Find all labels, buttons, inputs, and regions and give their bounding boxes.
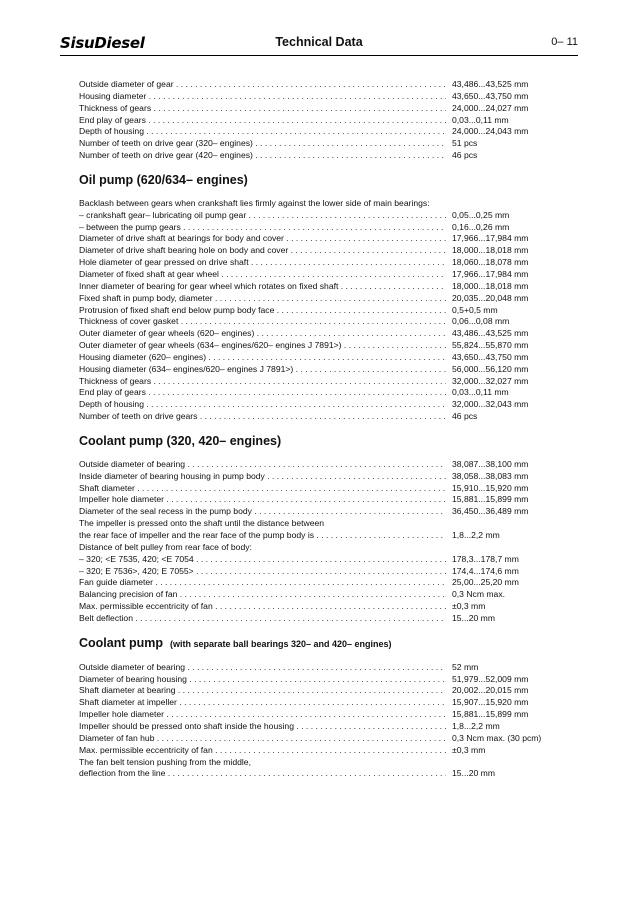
spec-value: 52 mm [452,661,479,672]
spec-value: 46 pcs [452,411,478,422]
spec-value: 0,03...0,11 mm [452,387,509,398]
spec-row [79,305,549,317]
spec-row [79,79,549,91]
spec-label: Outer diameter of gear wheels (634– engines/620– engines J 7891>) . . . [79,340,446,352]
spec-label: the rear face of impeller and the rear face of the pump body is . . . [79,530,446,542]
spec-row [79,115,549,127]
spec-label: Hole diameter of gear pressed on drive shaft . . . [79,257,446,269]
spec-value: 46 pcs [452,150,478,161]
spec-row [79,566,549,578]
spec-value: 43,486...43,525 mm [452,79,529,89]
spec-label: Thickness of gears . . . [79,103,446,115]
spec-row [79,328,549,340]
page-number: 0– 11 [551,36,578,48]
spec-label: Impeller hole diameter . . . [79,494,446,506]
spec-label: Number of teeth on drive gear (320– engines) . . . [79,138,446,150]
spec-row [79,387,549,399]
spec-row [79,257,549,269]
section-title-text: Coolant pump [79,635,164,650]
spec-value: 24,000...24,043 mm [452,126,529,137]
spec-label: Diameter of fan hub . . . [79,733,446,745]
spec-label: Housing diameter (620– engines) . . . [79,352,446,364]
spec-row [79,506,549,518]
spec-value: 0,16...0,26 mm [452,221,510,232]
spec-label: Diameter of drive shaft at bearings for body and cover . . . [79,233,446,245]
spec-label: Diameter of drive shaft bearing hole on body and cover . . . [79,245,446,257]
spec-label: Depth of housing . . . [79,126,446,138]
spec-value: 56,000...56,120 mm [452,363,529,374]
spec-row [79,601,549,613]
spec-value: 18,000...18,018 mm [452,280,529,291]
spec-row [79,674,549,686]
section-title-oil-pump: Oil pump (620/634– engines) [79,172,248,187]
spec-value: 0,5+0,5 mm [452,304,498,315]
spec-row [79,768,549,780]
spec-value: 18,000...18,018 mm [452,245,529,256]
sisudiesel-logo: SisuDiesel [60,34,145,52]
spec-row [79,613,549,625]
spec-label: Diameter of bearing housing . . . [79,674,446,686]
spec-label: The fan belt tension pushing from the middle, [79,756,251,767]
spec-label: Shaft diameter at impeller . . . [79,697,446,709]
spec-value: 51,979...52,009 mm [452,673,529,684]
spec-label: – crankshaft gear– lubricating oil pump gear . . . [79,210,446,222]
page-header [60,34,578,52]
spec-value: 20,035...20,048 mm [452,292,529,303]
spec-value: 25,00...25,20 mm [452,577,519,588]
spec-row [79,222,549,234]
spec-value: 0,06...0,08 mm [452,316,510,327]
spec-label: Impeller should be pressed onto shaft inside the housing . . . [79,721,446,733]
coolant-pump-spec-list [79,459,549,625]
spec-value: 43,650...43,750 mm [452,90,529,101]
spec-row [79,281,549,293]
spec-row [79,245,549,257]
spec-row [79,518,549,530]
spec-row [79,685,549,697]
spec-value: 51 pcs [452,138,478,149]
spec-label: Thickness of cover gasket . . . [79,316,446,328]
spec-label: End play of gears . . . [79,387,446,399]
spec-value: 15,907...15,920 mm [452,697,529,708]
spec-value: 1,8...2,2 mm [452,720,500,731]
spec-label: deflection from the line . . . [79,768,446,780]
spec-label: Number of teeth on drive gears . . . [79,411,446,423]
spec-label: The impeller is pressed onto the shaft until the distance between [79,518,325,529]
spec-value: 43,650...43,750 mm [452,351,529,362]
spec-row [79,210,549,222]
spec-row [79,269,549,281]
spec-label: Diameter of the seal recess in the pump body . . . [79,506,446,518]
spec-label: Distance of belt pulley from rear face of body: [79,541,252,552]
spec-label: Inside diameter of bearing housing in pump body . . . [79,471,446,483]
spec-row [79,340,549,352]
spec-value: 38,087...38,100 mm [452,458,529,469]
spec-value: 20,002...20,015 mm [452,685,529,696]
spec-row [79,293,549,305]
spec-value: 17,966...17,984 mm [452,268,529,279]
spec-row [79,733,549,745]
spec-label: – between the pump gears . . . [79,222,446,234]
spec-label: Outside diameter of bearing . . . [79,459,446,471]
spec-value: 17,966...17,984 mm [452,233,529,244]
spec-content [79,79,549,780]
section-title-coolant-pump: Coolant pump (320, 420– engines) [79,433,282,448]
spec-row [79,352,549,364]
spec-row [79,459,549,471]
spec-row [79,150,549,162]
spec-label: Inner diameter of bearing for gear wheel which rotates on fixed shaft . . . [79,281,446,293]
spec-label: Outside diameter of gear . . . [79,79,446,91]
spec-label: Belt deflection . . . [79,613,446,625]
spec-label: Protrusion of fixed shaft end below pump body face . . . [79,305,446,317]
spec-label: Outer diameter of gear wheels (620– engines) . . . [79,328,446,340]
spec-value: 15,910...15,920 mm [452,482,529,493]
spec-row [79,376,549,388]
spec-label: Backlash between gears when crankshaft lies firmly against the lower side of main bearings: [79,197,430,208]
spec-row [79,364,549,376]
spec-row [79,721,549,733]
spec-value: 55,824...55,870 mm [452,340,529,351]
spec-row [79,471,549,483]
spec-label: Housing diameter (634– engines/620– engines J 7891>) . . . [79,364,446,376]
spec-row [79,697,549,709]
intro-spec-list [79,79,549,162]
spec-row [79,138,549,150]
spec-label: Diameter of fixed shaft at gear wheel . . . [79,269,446,281]
spec-value: ±0,3 mm [452,744,486,755]
spec-label: Fan guide diameter . . . [79,577,446,589]
spec-row [79,233,549,245]
spec-label: Impeller hole diameter . . . [79,709,446,721]
spec-row [79,542,549,554]
spec-row [79,530,549,542]
coolant-pump-bb-spec-list [79,662,549,780]
spec-value: 18,060...18,078 mm [452,257,529,268]
spec-value: 15...20 mm [452,768,495,779]
spec-value: 15,881...15,899 mm [452,494,529,505]
spec-label: Shaft diameter at bearing . . . [79,685,446,697]
spec-row [79,483,549,495]
spec-value: 1,8...2,2 mm [452,530,500,540]
spec-label: Balancing precision of fan . . . [79,589,446,601]
spec-label: Thickness of gears . . . [79,376,446,388]
spec-label: Depth of housing . . . [79,399,446,411]
spec-label: – 320; E 7536>, 420; E 7055> . . . [79,566,446,578]
spec-row [79,662,549,674]
spec-value: 0,05...0,25 mm [452,209,510,220]
spec-label: Fixed shaft in pump body, diameter . . . [79,293,446,305]
section-subtitle: (with separate ball bearings 320– and 420– engines) [169,638,392,649]
spec-row [79,589,549,601]
spec-value: 43,486...43,525 mm [452,328,529,339]
spec-row [79,126,549,138]
spec-value: 178,3...178,7 mm [452,553,519,564]
spec-row [79,91,549,103]
spec-value: 15,881...15,899 mm [452,709,529,720]
spec-value: 32,000...32,043 mm [452,399,529,410]
spec-value: 36,450...36,489 mm [452,506,529,517]
spec-value: 38,058...38,083 mm [452,470,529,481]
page-title: Technical Data [275,35,363,49]
spec-row [79,399,549,411]
spec-label: Shaft diameter . . . [79,483,446,495]
spec-row [79,411,549,423]
spec-row [79,577,549,589]
spec-row [79,316,549,328]
spec-value: ±0,3 mm [452,601,486,612]
spec-row [79,745,549,757]
spec-value: 0,3 Ncm max. (30 pcm) [452,732,542,743]
spec-row [79,198,549,210]
spec-value: 0,3 Ncm max. [452,589,506,600]
spec-row [79,554,549,566]
spec-label: Max. permissible eccentricity of fan . . . [79,601,446,613]
spec-label: Housing diameter . . . [79,91,446,103]
spec-label: End play of gears . . . [79,115,446,127]
oil-pump-spec-list [79,198,549,423]
header-rule [60,55,578,56]
spec-row [79,709,549,721]
spec-row [79,103,549,115]
spec-label: Outside diameter of bearing . . . [79,662,446,674]
spec-value: 174,4...174,6 mm [452,565,519,576]
spec-label: Number of teeth on drive gear (420– engines) . . . [79,150,446,162]
section-title-coolant-pump-ball-bearings [79,636,549,652]
spec-value: 32,000...32,027 mm [452,375,529,386]
spec-row [79,494,549,506]
spec-value: 15...20 mm [452,612,495,623]
spec-label: Max. permissible eccentricity of fan . . . [79,745,446,757]
spec-value: 0,03...0,11 mm [452,114,509,125]
spec-row [79,757,549,769]
spec-label: – 320; <E 7535, 420; <E 7054 . . . [79,554,446,566]
spec-value: 24,000...24,027 mm [452,102,529,113]
